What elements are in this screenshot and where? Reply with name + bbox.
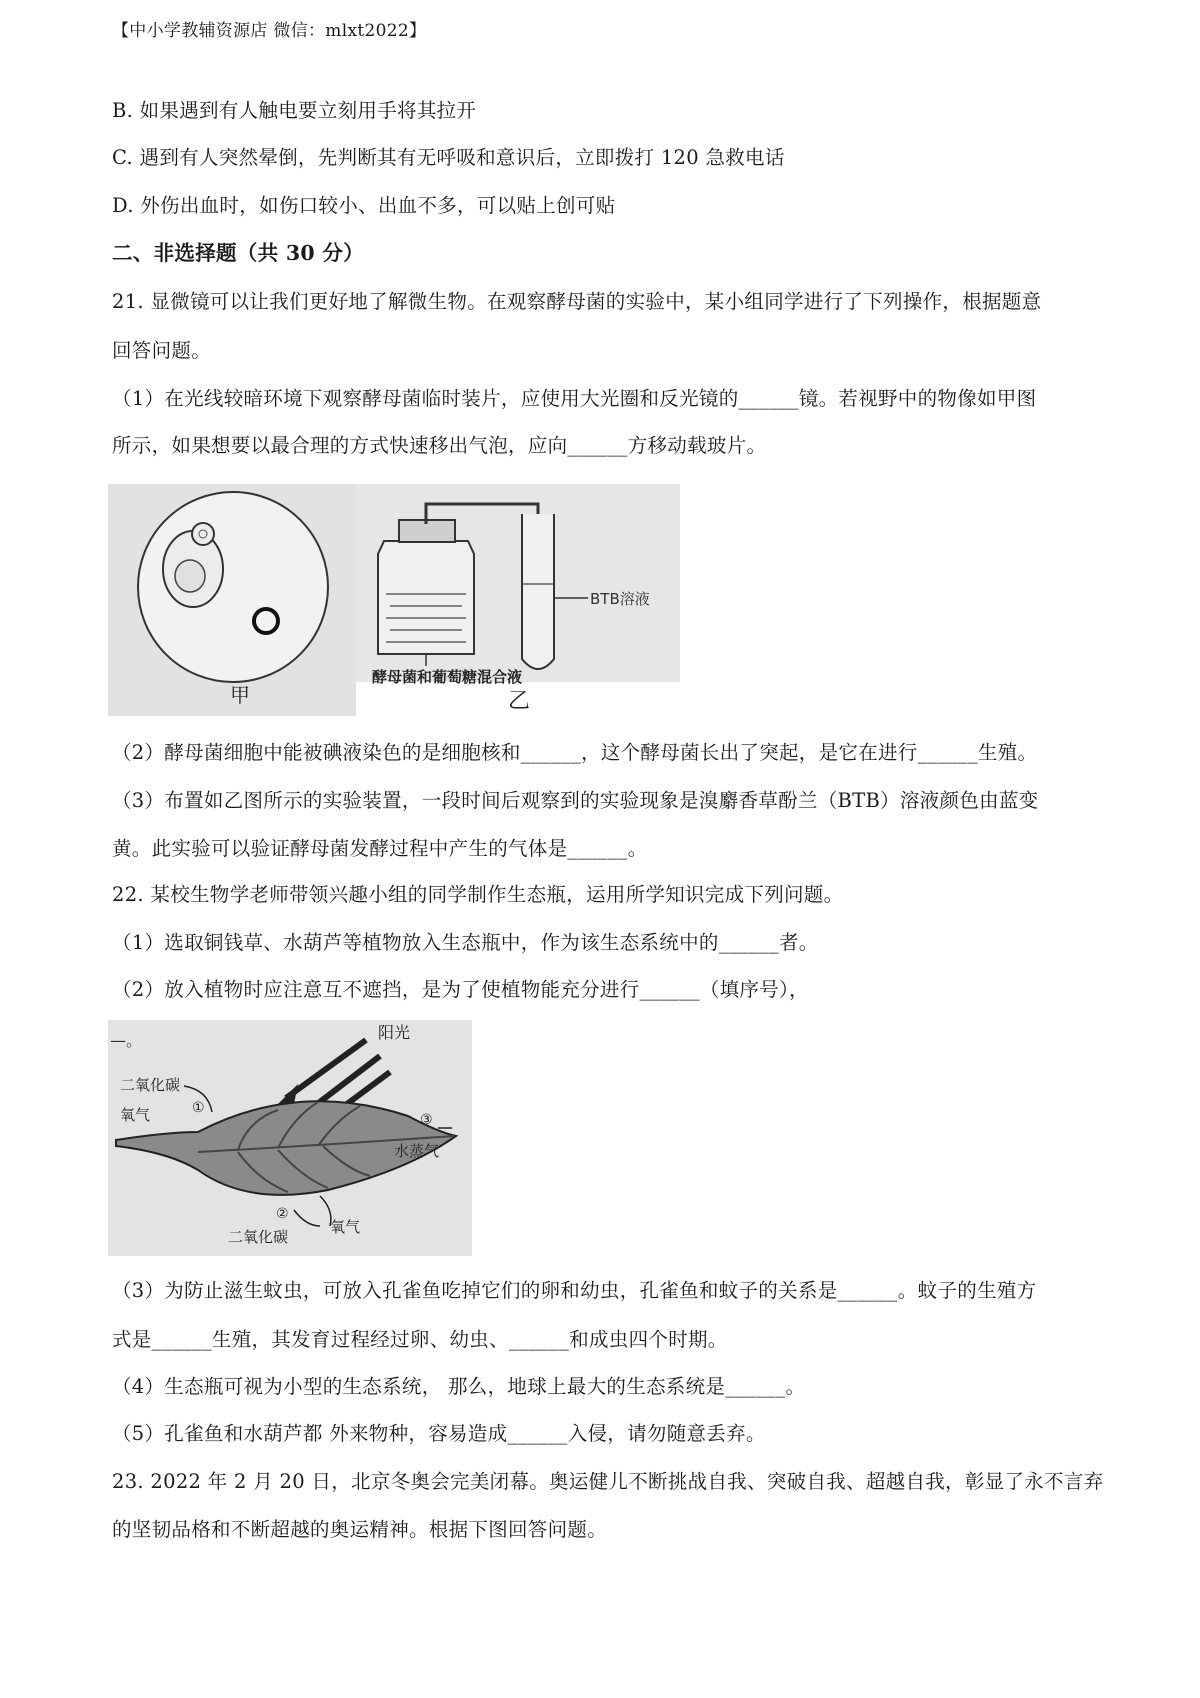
- q22-part5: （5）孔雀鱼和水葫芦都 外来物种，容易造成______入侵，请勿随意丢弃。: [112, 1422, 766, 1445]
- q22-stem: 22. 某校生物学老师带领兴趣小组的同学制作生态瓶，运用所学知识完成下列问题。: [112, 883, 844, 906]
- section-heading: 二、非选择题（共 30 分）: [112, 241, 365, 265]
- q22-part2: （2）放入植物时应注意互不遮挡，是为了使植物能充分进行______（填序号），: [112, 978, 809, 1001]
- mark-2: ②: [276, 1206, 289, 1222]
- label-co2-bottom: 二氧化碳: [228, 1228, 289, 1246]
- q21-part1-line1: （1）在光线较暗环境下观察酵母菌临时装片，应使用大光圈和反光镜的______镜。若视野中的物像如甲图: [112, 387, 1037, 410]
- label-o2-bottom: 氧气: [330, 1218, 361, 1236]
- q21-part1-line2: 所示，如果想要以最合理的方式快速移出气泡，应向______方移动载玻片。: [112, 434, 767, 457]
- figure-yeast-experiment: [108, 484, 680, 716]
- q21-part3-line1: （3）布置如乙图所示的实验装置，一段时间后观察到的实验现象是溴麝香草酚兰（BTB）溶液颜色由蓝变: [112, 789, 1039, 812]
- q22-part4: （4）生态瓶可视为小型的生态系统， 那么，地球上最大的生态系统是______。: [112, 1375, 806, 1398]
- mark-3: ③: [420, 1112, 433, 1128]
- option-c: C. 遇到有人突然晕倒，先判断其有无呼吸和意识后，立即拨打 120 急救电话: [112, 146, 785, 169]
- figure-leaf-diagram: [108, 1020, 472, 1256]
- q23-stem-line1: 23. 2022 年 2 月 20 日，北京冬奥会完美闭幕。奥运健儿不断挑战自我、突破自我、超越自我，彰显了永不言弃: [112, 1470, 1104, 1493]
- stray-text: —。: [110, 1031, 143, 1050]
- label-water-vapor: 水蒸气: [394, 1142, 440, 1160]
- label-mixture: 酵母菌和葡萄糖混合液: [372, 668, 523, 686]
- label-co2-top: 二氧化碳: [120, 1076, 181, 1094]
- label-jia: 甲: [230, 683, 250, 707]
- label-o2-left: 氧气: [120, 1106, 151, 1124]
- q22-part3-line1: （3）为防止滋生蚊虫，可放入孔雀鱼吃掉它们的卵和幼虫，孔雀鱼和蚊子的关系是______。蚊子的生殖方: [112, 1279, 1037, 1302]
- label-sunlight: 阳光: [378, 1023, 411, 1042]
- label-yi: 乙: [508, 689, 531, 714]
- option-d: D. 外伤出血时，如伤口较小、出血不多，可以贴上创可贴: [112, 194, 616, 217]
- q22-part1: （1）选取铜钱草、水葫芦等植物放入生态瓶中，作为该生态系统中的______者。: [112, 931, 819, 954]
- mark-1: ①: [192, 1100, 205, 1116]
- q21-stem-line1: 21. 显微镜可以让我们更好地了解微生物。在观察酵母菌的实验中，某小组同学进行了下列操作，根据题意: [112, 290, 1042, 313]
- yeast-bud: [192, 523, 214, 545]
- q22-part3-line2: 式是______生殖，其发育过程经过卵、幼虫、______和成虫四个时期。: [112, 1328, 728, 1351]
- page-header: 【中小学教辅资源店 微信：mlxt2022】: [112, 21, 427, 41]
- q21-part2: （2）酵母菌细胞中能被碘液染色的是细胞核和______，这个酵母菌长出了突起，是它在进行______生殖。: [112, 741, 1038, 764]
- q23-stem-line2: 的坚韧品格和不断超越的奥运精神。根据下图回答问题。: [112, 1518, 608, 1541]
- label-btb: BTB溶液: [590, 590, 650, 608]
- q21-part3-line2: 黄。此实验可以验证酵母菌发酵过程中产生的气体是______。: [112, 837, 648, 860]
- option-b: B. 如果遇到有人触电要立刻用手将其拉开: [112, 99, 477, 122]
- q21-stem-line2: 回答问题。: [112, 339, 212, 362]
